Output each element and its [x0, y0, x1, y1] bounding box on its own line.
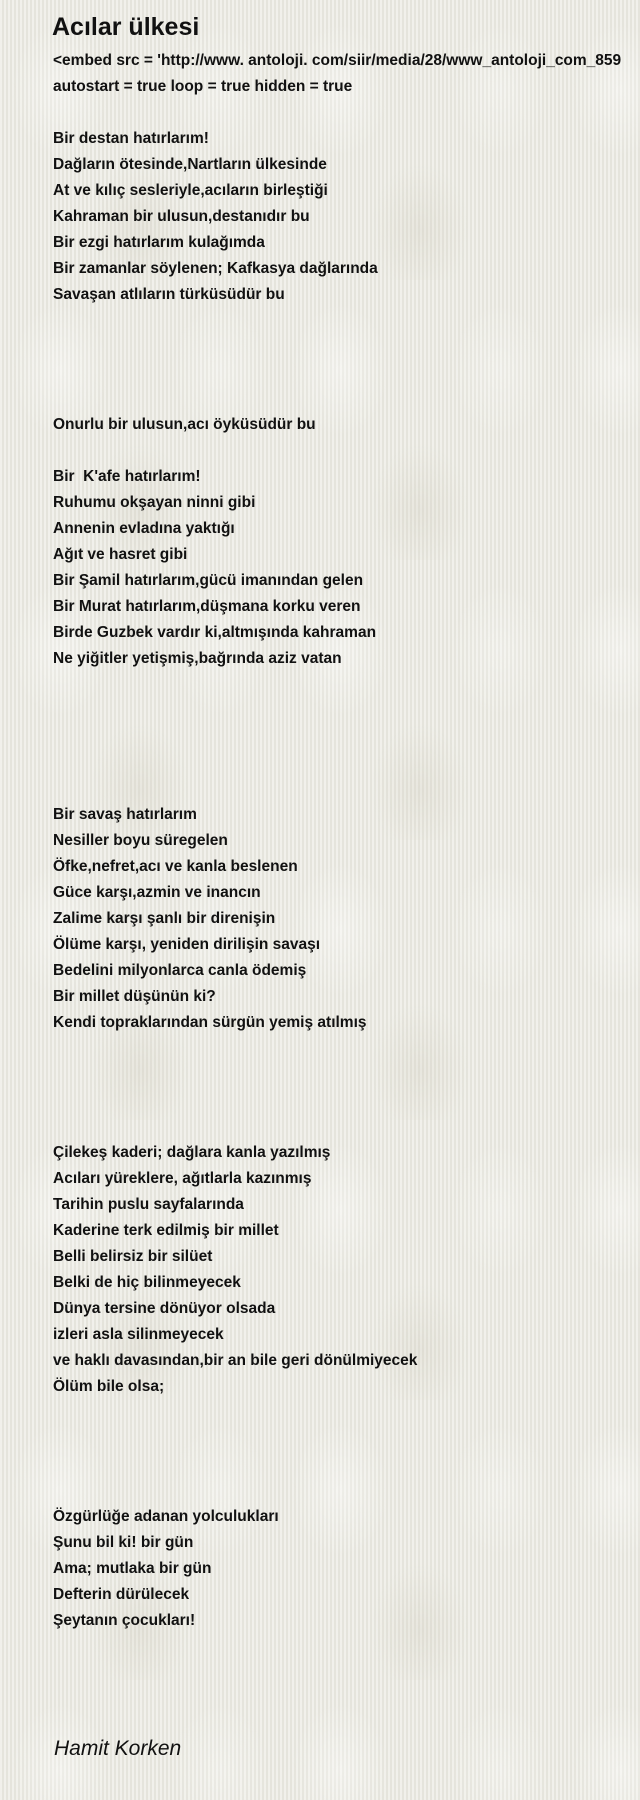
poem-line: Bir zamanlar söylenen; Kafkasya dağlarında	[53, 260, 378, 277]
poem-line: Dağların ötesinde,Nartların ülkesinde	[53, 156, 327, 173]
poem-blank-line	[53, 438, 640, 464]
poem-line: Ruhumu okşayan ninni gibi	[53, 494, 256, 511]
poem-line: Bir K'afe hatırlarım!	[53, 468, 201, 485]
poem-line: Onurlu bir ulusun,acı öyküsüdür bu	[53, 416, 316, 433]
poem-line: Birde Guzbek vardır ki,altmışında kahraman	[53, 624, 377, 641]
poem-blank-line	[53, 1036, 640, 1062]
poem-line: Acıları yüreklere, ağıtlarla kazınmış	[53, 1170, 312, 1187]
poem-line: Özgürlüğe adanan yolculukları	[53, 1508, 279, 1525]
poem-line: izleri asla silinmeyecek	[53, 1326, 224, 1343]
poem-blank-line	[53, 1400, 640, 1426]
poem-blank-line	[53, 1114, 640, 1140]
poem-line: Kahraman bir ulusun,destanıdır bu	[53, 208, 310, 225]
poem-line: Güce karşı,azmin ve inancın	[53, 884, 261, 901]
poem-blank-line	[53, 1088, 640, 1114]
poem-body	[53, 48, 640, 1634]
poem-blank-line	[53, 724, 640, 750]
poem-blank-line	[53, 776, 640, 802]
poem-blank-line	[53, 1062, 640, 1088]
poem-blank-line	[53, 1452, 640, 1478]
poem-line: Ağıt ve hasret gibi	[53, 546, 188, 563]
poem-line: Tarihin puslu sayfalarında	[53, 1196, 244, 1213]
poem-line: Bir Murat hatırlarım,düşmana korku veren	[53, 598, 361, 615]
poem-line: Bir ezgi hatırlarım kulağımda	[53, 234, 265, 251]
poem-line: Bir destan hatırlarım!	[53, 130, 209, 147]
poem-line: Ölüme karşı, yeniden dirilişin savaşı	[53, 936, 321, 953]
poem-line: Çilekeş kaderi; dağlara kanla yazılmış	[53, 1144, 331, 1161]
poem-line: autostart = true loop = true hidden = true	[53, 78, 353, 95]
poem-line: ve haklı davasından,bir an bile geri dönülmiyecek	[53, 1352, 418, 1369]
poem-line: Nesiller boyu süregelen	[53, 832, 228, 849]
poem-blank-line	[53, 100, 640, 126]
poem-line: Bir savaş hatırlarım	[53, 806, 197, 823]
poem-line: Dünya tersine dönüyor olsada	[53, 1300, 276, 1317]
poem-line: Şeytanın çocukları!	[53, 1612, 196, 1629]
poem-line: Bedelini milyonlarca canla ödemiş	[53, 962, 307, 979]
poem-blank-line	[53, 360, 640, 386]
poem-line: Ne yiğitler yetişmiş,bağrında aziz vatan	[53, 650, 342, 667]
poem-blank-line	[53, 698, 640, 724]
poem-line: Zalime karşı şanlı bir direnişin	[53, 910, 276, 927]
poem-blank-line	[53, 750, 640, 776]
poem-blank-line	[53, 1426, 640, 1452]
poem-line: Defterin dürülecek	[53, 1586, 190, 1603]
poem-line: Annenin evladına yaktığı	[53, 520, 235, 537]
poem-line: Kaderine terk edilmiş bir millet	[53, 1222, 279, 1239]
poem-line: At ve kılıç sesleriyle,acıların birleştiği	[53, 182, 328, 199]
poem-blank-line	[53, 672, 640, 698]
poem-blank-line	[53, 334, 640, 360]
poem-line: Belli belirsiz bir silüet	[53, 1248, 213, 1265]
poem-line: <embed src = 'http://www. antoloji. com/siir/media/28/www_antoloji_com_859	[53, 52, 622, 69]
poem-line: Ölüm bile olsa;	[53, 1378, 165, 1395]
poem-line: Şunu bil ki! bir gün	[53, 1534, 194, 1551]
poem-title: Acılar ülkesi	[52, 13, 200, 41]
poem-blank-line	[53, 1478, 640, 1504]
poem-line: Savaşan atlıların türküsüdür bu	[53, 286, 285, 303]
poem-blank-line	[53, 386, 640, 412]
poem-author: Hamit Korken	[54, 1737, 182, 1760]
poem-line: Öfke,nefret,acı ve kanla beslenen	[53, 858, 298, 875]
poem-blank-line	[53, 308, 640, 334]
poem-line: Ama; mutlaka bir gün	[53, 1560, 212, 1577]
poem-line: Bir Şamil hatırlarım,gücü imanından gelen	[53, 572, 364, 589]
poem-line: Kendi topraklarından sürgün yemiş atılmış	[53, 1014, 367, 1031]
poem-line: Bir millet düşünün ki?	[53, 988, 216, 1005]
poem-line: Belki de hiç bilinmeyecek	[53, 1274, 241, 1291]
